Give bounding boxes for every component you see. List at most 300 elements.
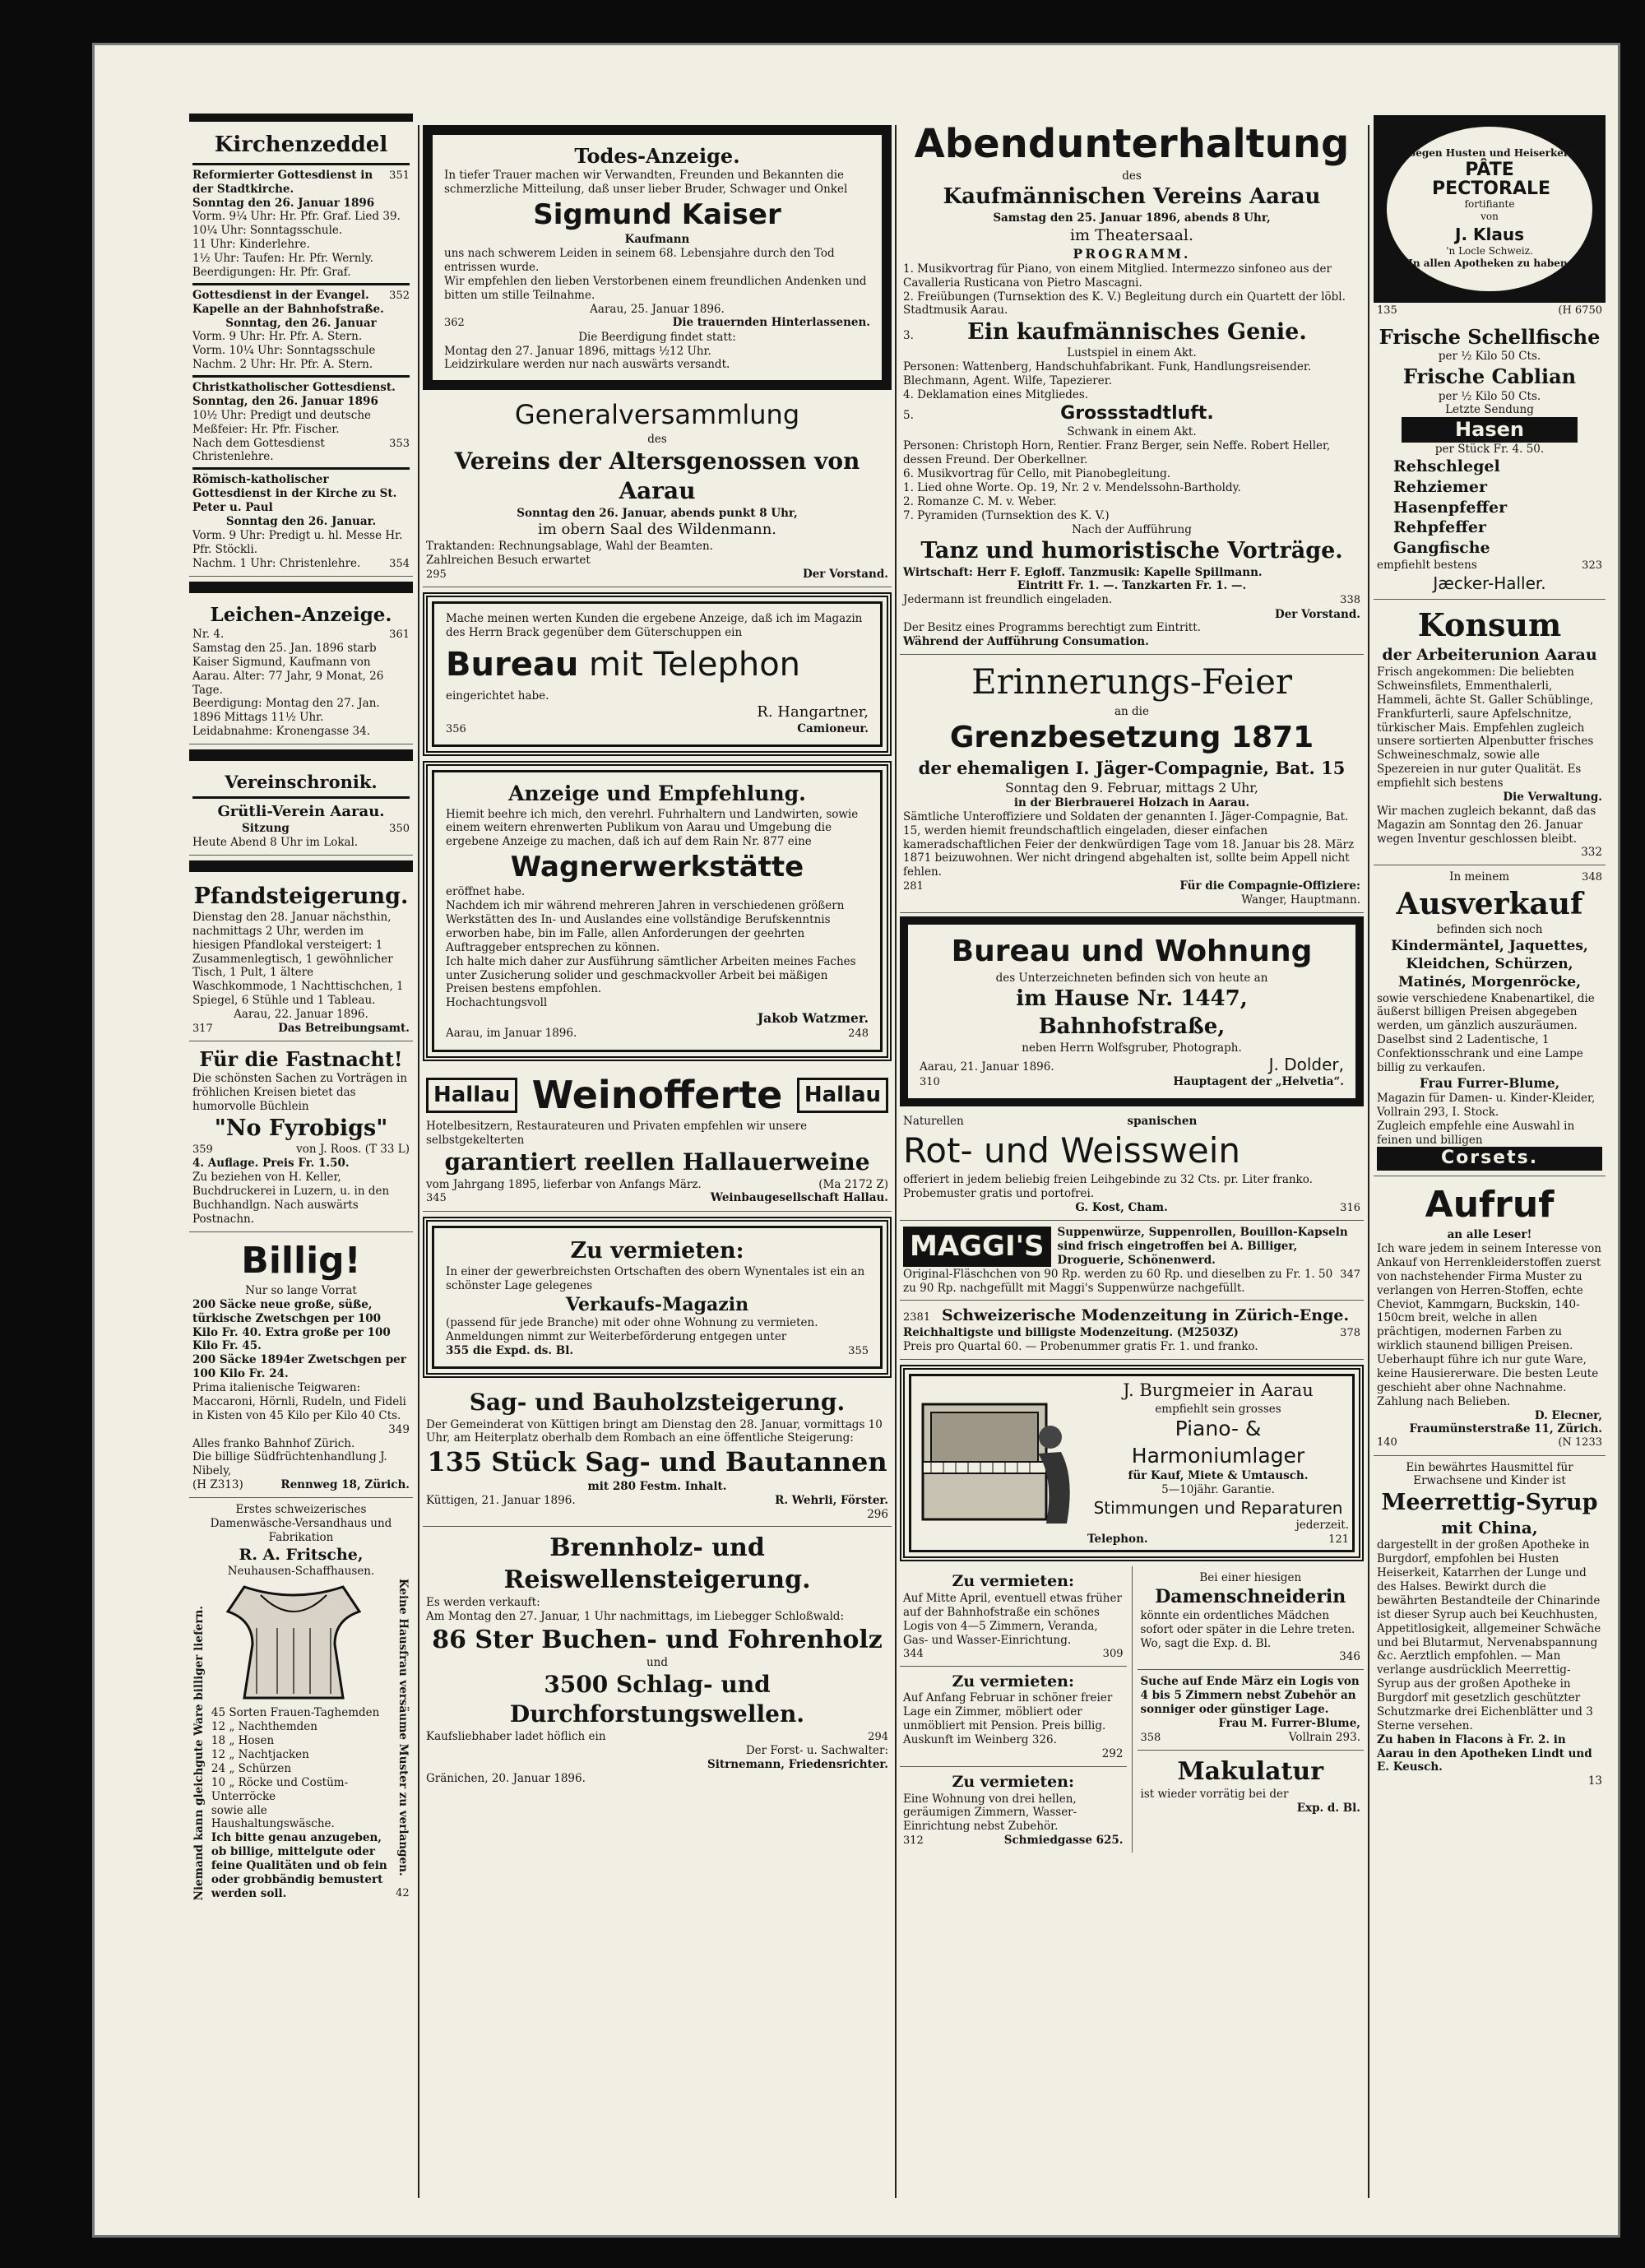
roem-line: Nachm. 1 Uhr: Christenlehre. <box>192 556 361 570</box>
av-pre: In meinem <box>1449 870 1510 884</box>
ad-number: 347 <box>1340 1268 1360 1281</box>
gv-place: im obern Saal des Wildenmann. <box>537 521 777 539</box>
ref-line: 1½ Uhr: Taufen: Hr. Pfr. Wernly. <box>192 252 373 266</box>
bw-big: im Hause Nr. 1447, Bahnhofstraße, <box>1016 986 1248 1039</box>
column-rule <box>418 125 419 2198</box>
pfand-title: Pfandsteigerung. <box>193 883 409 909</box>
rw-text: offeriert in jedem beliebig freien Leihgebinde zu 32 Cts. pr. Liter franko. Probemuster gratis und portofrei. <box>903 1173 1313 1200</box>
erinn-title: Erinnerungs-Feier <box>971 661 1292 703</box>
column-3 <box>900 114 1364 1853</box>
sag-title: Sag- und Bauholzsteigerung. <box>469 1389 846 1417</box>
sag-big: 135 Stück Sag- und Bautannen <box>427 1446 887 1478</box>
av-text2: sowie verschiedene Knabenartikel, die äußerst billigen Preisen abgegeben werden, um gänzlich auszuräumen. <box>1377 991 1595 1033</box>
moden-title: Schweizerische Modenzeitung in Zürich-Enge. <box>942 1306 1350 1325</box>
erinnerungsfeier-ad <box>900 655 1364 913</box>
bt-beruf: Camioneur. <box>797 721 869 735</box>
wagner-text4: Ich halte mich daher zur Ausführung sämtlicher Arbeiten meines Faches unter Zusicherung solider und geschmackvoller Arbeit bei mäßigen Preisen bestens empfohlen. <box>446 954 856 996</box>
gv-sig: Der Vorstand. <box>803 567 888 581</box>
ausverkauf-ad <box>1374 865 1606 1176</box>
fastnacht-book: "No Fyrobigs" <box>214 1115 388 1142</box>
fisch-sig: Jæcker-Haller. <box>1433 573 1546 593</box>
av-text: befinden sich noch <box>1436 923 1543 937</box>
wein-sig: Weinbaugesellschaft Hallau. <box>710 1191 888 1205</box>
abend-p6a: 1. Lied ohne Worte. Op. 19, Nr. 2 v. Mendelssohn-Bartholdy. <box>903 480 1241 494</box>
fritsche-side-left: Niemand kann gleichgute Ware billiger liefern. <box>192 1606 206 1901</box>
aufruf-title: Aufruf <box>1425 1184 1555 1227</box>
av-text3: Daselbst sind 2 Ladentische, 1 Confektionsschrank und eine Lampe billig zu verkaufen. <box>1377 1033 1583 1074</box>
fritsche-item: 45 Sorten Frauen-Taghemden <box>211 1706 380 1720</box>
abend-title: Abendunterhaltung <box>914 121 1350 167</box>
abend-des: des <box>1122 169 1142 183</box>
maggi-text: Suppenwürze, Suppenrollen, Bouillon-Kapseln sind frisch eingetroffen bei A. Billiger, Droguerie, Schönenwerd. <box>1057 1226 1348 1267</box>
ad-number: 248 <box>848 1027 869 1041</box>
fisch-l2: Frische Cablian <box>1402 364 1577 389</box>
vs-title: Zu vermieten: <box>952 1572 1075 1591</box>
fritsche-name: R. A. Fritsche, <box>239 1545 364 1564</box>
mr-sub: mit China, <box>1441 1518 1538 1538</box>
generalversammlung-ad <box>423 393 892 587</box>
fisch-ad <box>1374 319 1606 600</box>
erinn-date: Sonntag den 9. Februar, mittags 2 Uhr, <box>1005 780 1258 795</box>
fisch-l2p: per ½ Kilo 50 Cts. <box>1438 389 1541 403</box>
ad-number: 352 <box>389 289 410 302</box>
wein-text: Hotelbesitzern, Restaurateuren und Privaten empfehlen wir unsere selbstgekelterten <box>426 1120 808 1148</box>
wagner-name: Jakob Watzmer. <box>757 1010 869 1027</box>
hallau-label: Hallau <box>797 1078 888 1114</box>
vermieten-small-ad <box>900 1767 1127 1853</box>
wagner-date: Aarau, im Januar 1896. <box>446 1027 577 1041</box>
bw-beruf: Hauptagent der „Helvetia“. <box>1173 1075 1344 1089</box>
fisch-item: Gangfische <box>1393 539 1490 558</box>
mak-sig: Exp. d. Bl. <box>1296 1801 1360 1815</box>
ad-number: 351 <box>389 169 410 182</box>
todes-name: Sigmund Kaiser <box>533 197 781 231</box>
evang-date: Sonntag, den 26. Januar <box>225 316 377 330</box>
abend-note1: Der Besitz eines Programms berechtigt zum Eintritt. <box>903 621 1201 635</box>
fastnacht-bezug: Zu beziehen von H. Keller, Buchdruckerei in Luzern, u. in den Buchhandlgn. Nach auswärts Postnachn. <box>192 1171 390 1226</box>
bureau-telephon-ad <box>423 592 892 756</box>
verein-sub: Sitzung <box>242 821 290 835</box>
column-rule <box>1368 125 1369 2198</box>
ad-number: 362 <box>444 317 465 330</box>
mak-title: Makulatur <box>1177 1757 1324 1787</box>
vm-big: Verkaufs-Magazin <box>565 1293 749 1315</box>
vermieten-small-ad <box>900 1667 1127 1767</box>
bm-stimm: Stimmungen und Reparaturen <box>1093 1498 1343 1519</box>
rule <box>192 467 410 470</box>
bt-text2: eingerichtet habe. <box>446 689 549 703</box>
vs-text: Auf Mitte April, eventuell etwas früher auf der Bahnhofstraße ein schönes Logis von 4—5 Zimmern, Veranda, Gas- und Wasser-Einrichtung. <box>903 1592 1122 1647</box>
modenzeitung-ad <box>900 1301 1364 1360</box>
vm-ref: 355 die Expd. ds. Bl. <box>446 1343 574 1357</box>
mr-pre: Ein bewährtes Hausmittel für Erwachsene und Kinder ist <box>1406 1460 1573 1488</box>
piano-illustration-icon <box>915 1380 1079 1544</box>
evang-head: Gottesdienst in der Evangel. Kapelle an der Bahnhofstraße. <box>192 288 384 316</box>
brenn-und: und <box>646 1656 669 1670</box>
todes-sig: Die trauernden Hinterlassenen. <box>672 316 870 330</box>
aufruf-sig: D. Elecner, <box>1534 1408 1602 1422</box>
brenn-big2: 3500 Schlag- und Durchforstungswellen. <box>509 1671 805 1728</box>
ad-number: 42 <box>396 1886 410 1899</box>
bw-text: des Unterzeichneten befinden sich von heute an <box>995 972 1268 986</box>
fritsche-side-right: Keine Hausfrau versäume Muster zu verlangen. <box>396 1579 410 1876</box>
rw-pre1: Naturellen <box>903 1114 964 1128</box>
ad-number: 312 <box>903 1834 924 1848</box>
pate-pectorale-ad <box>1374 115 1606 303</box>
sagholz-ad <box>423 1383 892 1527</box>
rule-bar <box>189 582 413 593</box>
abend-note2: Während der Aufführung Consumation. <box>903 635 1149 649</box>
brenn-sig2: Sitrnemann, Friedensrichter. <box>707 1758 888 1771</box>
abend-p5sub: Schwank in einem Akt. <box>1067 425 1197 439</box>
abend-date: Samstag den 25. Januar 1896, abends 8 Uhr, <box>993 211 1271 225</box>
ad-number: 2381 <box>903 1311 931 1324</box>
moden-text: Preis pro Quartal 60. — Probenummer gratis Fr. 1. und franko. <box>903 1340 1258 1354</box>
erinn-sig1: Für die Compagnie-Offiziere: <box>1179 879 1360 893</box>
small-ads-row <box>900 1566 1364 1853</box>
billig-line: 200 Säcke neue große, süße, türkische Zwetschgen per 100 Kilo Fr. 40. Extra große per 100 Kilo Fr. 45. <box>192 1297 391 1353</box>
vs-text: Eine Wohnung von drei hellen, geräumigen Zimmern, Wasser-Einrichtung nebst Zubehör. <box>903 1792 1077 1834</box>
fritsche-head: Erstes schweizerisches Damenwäsche-Versandhaus und Fabrikation <box>210 1503 392 1544</box>
av-text4: Magazin für Damen- u. Kinder-Kleider, Vollrain 293, I. Stock. <box>1377 1091 1596 1119</box>
christkath-line: 10½ Uhr: Predigt und deutsche Meßfeier: Hr. Pfr. Fischer. <box>192 408 372 436</box>
pate-bottom: In allen Apotheken zu haben. <box>1408 257 1571 270</box>
suche-ad <box>1138 1670 1365 1751</box>
aufruf-addr: Fraumünsterstraße 11, Zürich. <box>1409 1422 1602 1436</box>
todes-beerd2: Montag den 27. Januar 1896, mittags ½12 Uhr. <box>444 344 711 358</box>
ad-number: 354 <box>389 557 410 570</box>
abend-wirt: Wirtschaft: Herr F. Egloff. Tanzmusik: Kapelle Spillmann. <box>903 565 1263 579</box>
ad-number: 281 <box>903 880 924 893</box>
bureau-wohnung-ad <box>900 916 1364 1106</box>
ad-number: 344 <box>903 1647 924 1660</box>
vs-title: Zu vermieten: <box>952 1772 1075 1791</box>
christkath-date: Sonntag, den 26. Januar 1896 <box>192 394 378 408</box>
ad-number: 294 <box>868 1730 888 1743</box>
christkath-head: Christkatholischer Gottesdienst. <box>192 381 396 395</box>
todes-title: Todes-Anzeige. <box>574 144 740 168</box>
fritsche-extra: sowie alle Haushaltungswäsche. <box>211 1803 335 1831</box>
wagner-text2: eröffnet habe. <box>446 885 526 899</box>
gv-trakt: Traktanden: Rechnungsablage, Wahl der Beamten. <box>426 539 713 553</box>
ad-number: 349 <box>388 1422 410 1436</box>
ds-text: könnte ein ordentliches Mädchen sofort oder später in die Lehre treten. Wo, sagt die Exp. d. Bl. <box>1140 1608 1355 1650</box>
suche-sig: Frau M. Furrer-Blume, <box>1218 1716 1360 1730</box>
bm-gar: 5—10jähr. Garantie. <box>1161 1483 1275 1497</box>
vm-text2: (passend für jede Branche) mit oder ohne Wohnung zu vermieten. <box>446 1316 818 1330</box>
bm-sub: für Kauf, Miete & Umtausch. <box>1128 1469 1309 1483</box>
leichen-leid: Leidabnahme: Kronengasse 34. <box>192 725 371 739</box>
bm-jed: jederzeit. <box>1295 1519 1349 1533</box>
hallau-label: Hallau <box>426 1078 517 1114</box>
gv-title: Generalversammlung <box>514 399 800 431</box>
fisch-empf: empfiehlt bestens <box>1377 558 1477 572</box>
suche-addr: Vollrain 293. <box>1288 1730 1360 1744</box>
abend-eintritt: Eintritt Fr. 1. —. Tanzkarten Fr. 1. —. <box>1017 579 1247 593</box>
roem-line: Vorm. 9 Uhr: Predigt u. hl. Messe Hr. Pfr. Stöckli. <box>192 528 403 556</box>
ad-number: 359 <box>192 1143 213 1157</box>
ad-number: 309 <box>1102 1647 1124 1660</box>
aufruf-sub: an alle Leser! <box>1447 1228 1532 1242</box>
rw-pre2: spanischen <box>1127 1114 1198 1128</box>
billig-line: Die billige Südfrüchtenhandlung J. Nibely, <box>192 1450 387 1478</box>
abend-p5pers: Personen: Christoph Horn, Rentier. Franz Berger, sein Neffe. Robert Heller, dessen Freund. Der Oberkellner. <box>903 439 1331 467</box>
pate-von: von <box>1480 211 1499 223</box>
wagner-text: Hiemit beehre ich mich, den verehrl. Fuhrhaltern und Landwirten, sowie einem weitern ehrenwerten Publikum von Aarau und Umgebung die ergebene Anzeige zu machen, daß ich auf dem Rain Nr. 877 eine <box>446 807 859 849</box>
wagner-gruss: Hochachtungsvoll <box>446 996 548 1010</box>
fritsche-item: 10 „ Röcke und Costüm-Unterröcke <box>211 1775 349 1803</box>
vm-text: In einer der gewerbreichsten Ortschaften des obern Wynentales ist ein an schönster Lage gelegenes <box>446 1264 865 1292</box>
ad-number: 353 <box>389 437 410 450</box>
erinn-sig2: Wanger, Hauptmann. <box>1241 893 1360 907</box>
fisch-letzte: Letzte Sendung <box>1445 403 1534 417</box>
ad-number: 350 <box>389 822 410 835</box>
fastnacht-title: Für die Fastnacht! <box>199 1047 403 1072</box>
pate-sub: fortifiante <box>1464 197 1515 210</box>
ad-number: 348 <box>1582 871 1602 884</box>
brenn-text3: Kaufsliebhaber ladet höflich ein <box>426 1729 606 1743</box>
abend-prog: PROGRAMM. <box>1073 245 1191 262</box>
fastnacht-ad <box>189 1041 413 1232</box>
ds-pre: Bei einer hiesigen <box>1199 1571 1302 1585</box>
konsum-text2: Wir machen zugleich bekannt, daß das Magazin am Sonntag den 26. Januar wegen Inventur geschlossen bleibt. <box>1377 804 1596 846</box>
fisch-item: Rehziemer <box>1393 478 1487 496</box>
evang-line: Vorm. 9 Uhr: Hr. Pfr. A. Stern. <box>192 330 363 344</box>
todes-text3: Wir empfehlen den lieben Verstorbenen einem freundlichen Andenken und bitten um stille Teilnahme. <box>444 274 867 302</box>
fastnacht-text: Die schönsten Sachen zu Vorträgen in fröhlichen Kreisen bietet das humorvolle Büchlein <box>192 1072 408 1114</box>
wein-big: garantiert reellen Hallauerweine <box>444 1148 870 1176</box>
ref-line: Vorm. 9¼ Uhr: Hr. Pfr. Graf. Lied 39. <box>192 210 401 224</box>
fritsche-bitte: Ich bitte genau anzugeben, ob billige, mittelgute oder feine Qualitäten und ob fein oder grobbändig bemustert werden soll. <box>211 1831 387 1900</box>
small-ads-right <box>1132 1566 1365 1853</box>
fisch-hasen: Hasen <box>1402 417 1578 443</box>
konsum-sub: der Arbeiterunion Aarau <box>1382 646 1597 665</box>
pate-name: J. Klaus <box>1455 224 1524 244</box>
brenn-big1: 86 Ster Buchen- und Fohrenholz <box>432 1626 883 1655</box>
maggi-text2: Original-Fläschchen von 90 Rp. werden zu 60 Rp. und dieselben zu Fr. 1. 50 zu 90 Rp. nachgefüllt mit Maggi's Suppenwürze nachgefüllt. <box>903 1267 1333 1295</box>
fritsche-item: 12 „ Nachthemden <box>211 1720 317 1734</box>
pate-big: PÂTE PECTORALE <box>1432 159 1551 199</box>
vereinschronik-title: Vereinschronik. <box>225 772 378 793</box>
bm-name: J. Burgmeier in Aarau <box>1123 1380 1314 1401</box>
damenschneiderin-ad <box>1138 1566 1365 1670</box>
weinofferte-ad <box>423 1066 892 1212</box>
wein-text2: vom Jahrgang 1895, lieferbar von Anfangs März. <box>426 1177 702 1191</box>
ad-number: 358 <box>1140 1731 1161 1744</box>
column-1 <box>189 109 413 1906</box>
erinn-an: an die <box>1114 704 1149 718</box>
fritsche-ad <box>189 1498 413 1906</box>
vermieten-small-ad <box>900 1566 1127 1666</box>
fritsche-item: 24 „ Schürzen <box>211 1761 292 1775</box>
abend-p7: 7. Pyramiden (Turnsektion des K. V.) <box>903 508 1110 522</box>
fisch-l1p: per ½ Kilo 50 Cts. <box>1438 350 1541 364</box>
roem-date: Sonntag den 26. Januar. <box>225 514 377 528</box>
column-4 <box>1374 115 1606 1793</box>
fritsche-item: 18 „ Hosen <box>211 1734 275 1748</box>
fisch-item: Rehschlegel <box>1393 457 1500 476</box>
ref-date: Sonntag den 26. Januar 1896 <box>192 196 375 210</box>
bt-name: R. Hangartner, <box>757 703 869 721</box>
rule-bar <box>189 749 413 761</box>
bm-text: empfiehlt sein grosses <box>1155 1402 1281 1416</box>
ad-number: 323 <box>1582 559 1602 572</box>
fisch-item: Hasenpfeffer <box>1393 498 1508 517</box>
todes-anzeige-ad <box>423 125 892 390</box>
todes-beruf: Kaufmann <box>624 233 690 247</box>
leichen-nr: Nr. 4. <box>192 627 225 641</box>
abend-sig: Der Vorstand. <box>1275 607 1360 621</box>
fastnacht-author: von J. Roos. (T 33 L) <box>296 1143 410 1157</box>
av-text5: Zugleich empfehle eine Auswahl in feinen und billigen <box>1377 1119 1575 1147</box>
pfand-text: Dienstag den 28. Januar nächsthin, nachmittags 2 Uhr, werden im hiesigen Pfandlokal versteigert: 1 Zusammenlegtisch, 1 gewöhnlicher Tisch, 1 Pult, 1 ältere Waschkommode, 1 Nachttischchen, 1 Spiegel, 6 Stühle und 1 Tableau. <box>192 910 404 1008</box>
mr-price: Zu haben in Flacons à Fr. 2. in Aarau in den Apotheken Lindt und E. Keusch. <box>1377 1732 1592 1774</box>
fritsche-items <box>211 1706 391 1803</box>
maggi-logo: MAGGI'S <box>903 1227 1051 1266</box>
wein-code: (Ma 2172 Z) <box>818 1177 888 1191</box>
abend-p1: 1. Musikvortrag für Piano, von einem Mitglied. Intermezzo sinfoneo aus der Cavalleria Rusticana von Pietro Mascagni. <box>903 262 1332 290</box>
konsum-sig: Die Verwaltung. <box>1503 790 1602 804</box>
erinn-place: in der Bierbrauerei Holzach in Aarau. <box>1013 795 1250 809</box>
billig-sub: Nur so lange Vorrat <box>245 1283 357 1297</box>
leichen-ad <box>189 598 413 744</box>
billig-line: Alles franko Bahnhof Zürich. <box>192 1436 355 1450</box>
abend-p6b: 2. Romanze C. M. v. Weber. <box>903 494 1057 508</box>
fisch-hasenp: per Stück Fr. 4. 50. <box>1434 443 1545 457</box>
billig-line: 200 Säcke 1894er Zwetschgen per 100 Kilo Fr. 24. <box>192 1353 406 1381</box>
brenn-date: Gränichen, 20. Januar 1896. <box>426 1771 586 1785</box>
leichen-beerdigung: Beerdigung: Montag den 27. Jan. 1896 Mittags 11½ Uhr. <box>192 697 380 725</box>
billig-code: (H Z313) <box>192 1478 243 1492</box>
gv-des: des <box>647 432 667 446</box>
abend-tanz: Tanz und humoristische Vorträge. <box>920 538 1343 564</box>
makulatur-ad <box>1138 1751 1365 1820</box>
christkath-line: Nach dem Gottesdienst Christenlehre. <box>192 436 325 464</box>
wein-title: Weinofferte <box>531 1072 783 1117</box>
vs-title: Zu vermieten: <box>952 1672 1075 1691</box>
ad-number: 140 <box>1377 1436 1397 1449</box>
sag-text: Der Gemeinderat von Küttigen bringt am Dienstag den 28. Januar, vormittags 10 Uhr, am Heiterplatz oberhalb dem Rombach an eine öffentliche Steigerung: <box>426 1417 883 1445</box>
abend-place: im Theatersaal. <box>1069 225 1194 244</box>
leichen-title: Leichen-Anzeige. <box>210 603 392 626</box>
pfand-sig: Das Betreibungsamt. <box>278 1021 410 1035</box>
column-rule <box>895 125 897 2198</box>
rw-sig: G. Kost, Cham. <box>1075 1200 1168 1214</box>
billig-ad <box>189 1232 413 1498</box>
ref-line: 11 Uhr: Kinderlehre. <box>192 238 310 252</box>
abend-jed: Jedermann ist freundlich eingeladen. <box>903 593 1113 607</box>
pate-top: Gegen Husten und Heiserkeit <box>1406 146 1573 159</box>
ad-number: 355 <box>848 1344 869 1357</box>
ad-number: 345 <box>426 1192 447 1205</box>
vm-title: Zu vermieten: <box>570 1237 744 1264</box>
gv-date: Sonntag den 26. Januar, abends punkt 8 Uhr, <box>517 506 798 520</box>
abend-nach: Nach der Aufführung <box>1072 522 1192 536</box>
pate-seal <box>1387 127 1592 291</box>
ad-number: 346 <box>1339 1650 1360 1664</box>
ad-number: 135 <box>1377 304 1397 317</box>
ref-lines <box>192 210 410 279</box>
maggi-ad <box>900 1221 1364 1301</box>
abend-p2: 2. Freiübungen (Turnsektion des K. V.) Begleitung durch ein Quartett der löbl. Stadtmusik Aarau. <box>903 290 1346 318</box>
sag-date: Küttigen, 21. Januar 1896. <box>426 1493 576 1507</box>
fisch-item: Rehpfeffer <box>1393 518 1486 537</box>
vm-text3: Anmeldungen nimmt zur Weiterbeförderung entgegen unter <box>446 1329 787 1343</box>
verein-line: Heute Abend 8 Uhr im Lokal. <box>192 836 359 849</box>
fritsche-place: Neuhausen-Schaffhausen. <box>227 1565 375 1579</box>
abend-p4: 4. Deklamation eines Mitgliedes. <box>903 387 1089 401</box>
todes-beerd: Die Beerdigung findet statt: <box>578 330 736 344</box>
fisch-l1: Frische Schellfische <box>1379 325 1601 350</box>
rw-big: Rot- und Weisswein <box>903 1129 1241 1171</box>
newspaper-page <box>92 43 1620 2238</box>
vs-text: Auf Anfang Februar in schöner freier Lage ein Zimmer, möbliert oder unmöbliert mit Pension. Preis billig. Auskunft im Weinberg 326. <box>903 1691 1113 1747</box>
bw-name: J. Dolder, <box>1268 1055 1344 1075</box>
small-ads-left <box>900 1566 1127 1853</box>
av-items: Kindermäntel, Jaquettes, Kleidchen, Schürzen, Matinés, Morgenröcke, <box>1391 938 1588 991</box>
konsum-ad <box>1374 600 1606 865</box>
rule <box>192 796 410 799</box>
ad-number: 296 <box>867 1507 888 1521</box>
ad-number: 121 <box>1328 1533 1349 1547</box>
garment-illustration-icon <box>211 1579 376 1702</box>
ad-number: 317 <box>192 1022 213 1035</box>
brenn-text: Es werden verkauft: <box>426 1596 540 1610</box>
konsum-text: Frisch angekommen: Die beliebten Schweinsfilets, Emmenthalerli, Hammeli, ächte St. Galler Schüblinge, Frankfurterli, saure Apfelschnitze, türkischer Mais. Empfehlen zugleich unsere sortierten Alpenbutter frisches Schweineschmalz, sowie alle Spezereien in nur guter Qualität. Es empfiehlt sich bestens <box>1377 666 1594 791</box>
ad-number: 332 <box>1581 846 1602 860</box>
fastnacht-price: 4. Auflage. Preis Fr. 1.50. <box>192 1157 350 1171</box>
rule <box>192 283 410 285</box>
ad-number: 361 <box>389 628 410 641</box>
ad-number: 356 <box>446 722 466 735</box>
gv-zahl: Zahlreichen Besuch erwartet <box>426 553 591 567</box>
rule <box>192 375 410 378</box>
gv-verein: Vereins der Altersgenossen von Aarau <box>454 447 860 505</box>
av-title: Ausverkauf <box>1396 886 1583 921</box>
column-2 <box>423 122 892 1791</box>
rule-bar <box>189 860 413 872</box>
pfand-date: Aarau, 22. Januar 1896. <box>234 1008 368 1022</box>
leichen-text: Samstag den 25. Jan. 1896 starb Kaiser Sigmund, Kaufmann von Aarau. Alter: 77 Jahr, 9 Monat, 26 Tage. <box>192 641 384 697</box>
burgmeier-ad <box>900 1365 1364 1561</box>
moden-sub: Reichhaltigste und billigste Modenzeitung. (M2503Z) <box>903 1326 1239 1340</box>
billig-addr: Rennweg 18, Zürich. <box>280 1478 410 1492</box>
todes-leid: Leidzirkulare werden nur nach auswärts versandt. <box>444 358 730 372</box>
bt-text: Mache meinen werten Kunden die ergebene Anzeige, daß ich im Magazin des Herrn Brack gegenüber dem Güterschuppen ein <box>446 611 863 639</box>
ad-number: 316 <box>1340 1201 1360 1214</box>
rule <box>192 163 410 165</box>
suche-text: Suche auf Ende März ein Logis von 4 bis 5 Zimmern nebst Zubehör an sonniger oder günstiger Lage. <box>1140 1675 1360 1717</box>
erinn-text: Sämtliche Unteroffiziere und Soldaten der genannten I. Jäger-Compagnie, Bat. 15, werden hiemit freundschaftlich eingeladen, dieser einfachen kameradschaftlichen Feier der denkwürdigen Tage vom 18. Januar bis 28. März 1871 beizuwohnen. Wer nicht dringend abgehalten ist, sollte beim Appell nicht fehlen. <box>903 809 1355 879</box>
kirchenzeddel-ad <box>189 127 413 577</box>
rule-bar <box>189 114 413 122</box>
brenn-text2: Am Montag den 27. Januar, 1 Uhr nachmittags, im Liebegger Schloßwald: <box>426 1610 844 1624</box>
pate-place: 'n Locle Schweiz. <box>1446 244 1533 257</box>
wagner-text3: Nachdem ich mir während mehreren Jahren in verschiedenen größern Werkstätten des In- und Auslandes eine vollständige Berufskenntnis erworben habe, bin im Falle, allen Anforderungen der geehrten Auftraggeber entsprechen zu können. <box>446 899 845 954</box>
rotwein-ad <box>900 1110 1364 1221</box>
verein-name: Grütli-Verein Aarau. <box>217 803 385 821</box>
abend-p6: 6. Musikvortrag für Cello, mit Pianobegleitung. <box>903 467 1171 481</box>
brenn-title: Brennholz- und Reiswellensteigerung. <box>503 1533 811 1595</box>
ref-line: Beerdigungen: Hr. Pfr. Graf. <box>192 265 351 279</box>
bm-tel: Telephon. <box>1087 1533 1148 1547</box>
abend-p3sub: Lustspiel in einem Akt. <box>1067 346 1197 360</box>
mr-title: Meerrettig-Syrup <box>1381 1490 1598 1516</box>
abendunterhaltung-ad <box>900 114 1364 655</box>
abend-p3big: Ein kaufmännisches Genie. <box>967 319 1307 346</box>
pate-code: (H 6750 <box>1558 304 1602 317</box>
bt-big1: Bureau <box>446 645 579 684</box>
